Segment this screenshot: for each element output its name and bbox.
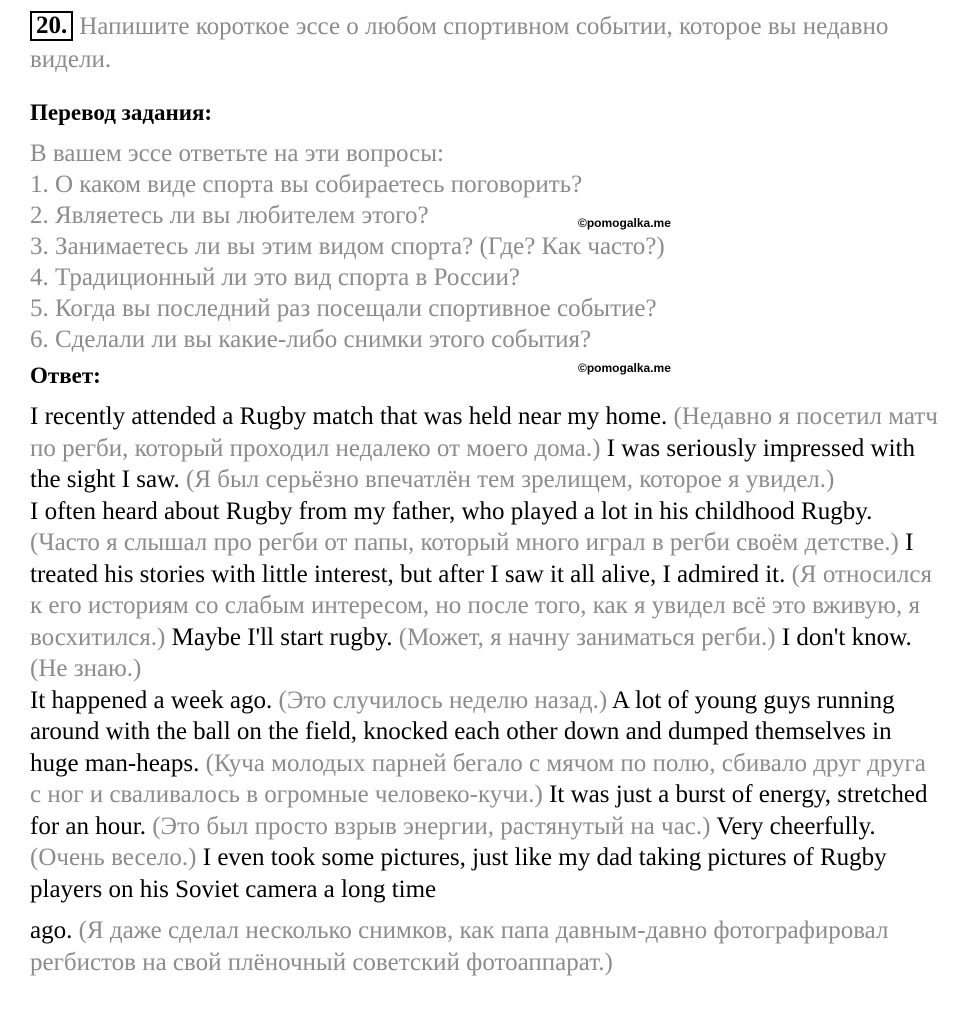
- question-text: 2. Являетесь ли вы любителем этого?: [30, 202, 429, 229]
- english-sentence: Very cheerfully.: [716, 812, 876, 840]
- russian-translation: (Может, я начну заниматься регби.): [398, 623, 776, 651]
- answer-paragraph: [30, 496, 942, 685]
- task-number: 20.: [30, 11, 73, 41]
- question-item: 1. О каком виде спорта вы собираетесь поговорить?: [30, 171, 583, 198]
- question-list: [30, 138, 942, 375]
- russian-translation: (Я даже сделал несколько снимков, как папа давным-давно фотографировал регбистов на свой плёночный советский фотоаппарат.): [30, 917, 889, 976]
- russian-translation: (Это случилось неделю назад.): [278, 686, 608, 714]
- russian-translation: (Недавно я посетил матч по регби, который проходил недалеко от моего дома.): [30, 403, 938, 462]
- english-sentence: It was just a burst of energy, stretched for an hour.: [30, 781, 928, 840]
- translation-heading: Перевод задания:: [30, 100, 213, 125]
- answer-heading: Ответ:: [30, 363, 101, 388]
- watermark: ©pomogalka.me: [578, 216, 671, 230]
- russian-translation: (Очень весело.): [30, 844, 197, 871]
- english-sentence: It happened a week ago.: [30, 686, 273, 714]
- watermark: ©pomogalka.me: [578, 361, 671, 375]
- task-text: Напишите короткое эссе о любом спортивном событии, которое вы недавно видели.: [30, 13, 889, 73]
- russian-translation: (Это был просто взрыв энергии, растянутый на час.): [152, 812, 711, 840]
- russian-translation: (Часто я слышал про регби от папы, который много играл в регби своём детстве.): [30, 529, 899, 556]
- english-sentence: A lot of young guys running around with the ball on the field, knocked each other down and dumped themselves in huge man-heaps.: [30, 686, 895, 777]
- question-item: 5. Когда вы последний раз посещали спортивное событие?: [30, 295, 657, 322]
- russian-translation: (Я относился к его историям со слабым интересом, но после того, как я увидел всё это вживую, я восхитился.): [30, 560, 932, 651]
- english-sentence: Maybe I'll start rugby.: [171, 623, 393, 651]
- answer-paragraph-final: [30, 915, 942, 978]
- answer-paragraph: [30, 401, 942, 496]
- question-item: 4. Традиционный ли это вид спорта в России?: [30, 264, 521, 291]
- question-item: 3. Занимаетесь ли вы этим видом спорта? (Где? Как часто?): [30, 233, 665, 260]
- question-item: [30, 200, 942, 231]
- english-sentence: I recently attended a Rugby match that was held near my home.: [30, 403, 668, 430]
- question-item: [30, 324, 942, 375]
- document-page: [30, 10, 942, 978]
- question-text: 6. Сделали ли вы какие-либо снимки этого события?: [30, 326, 592, 353]
- english-sentence: I even took some pictures, just like my dad taking pictures of Rugby players on his Soviet camera a long time: [30, 844, 887, 903]
- questions-intro: В вашем эссе ответьте на эти вопросы:: [30, 140, 444, 167]
- english-sentence: I treated his stories with little interest, but after I saw it all alive, I admired it.: [30, 529, 914, 588]
- english-sentence: ago.: [30, 917, 73, 944]
- answer-paragraph: [30, 685, 942, 906]
- russian-translation: (Не знаю.): [30, 655, 142, 682]
- russian-translation: (Куча молодых парней бегало с мячом по полю, сбивало друг друга с ног и сваливалось в огромные человеко-кучи.): [30, 749, 926, 808]
- english-sentence: I was seriously impressed with the sight I saw.: [30, 434, 915, 493]
- english-sentence: I don't know.: [781, 623, 912, 651]
- task-statement: [30, 10, 942, 76]
- english-sentence: I often heard about Rugby from my father, who played a lot in his childhood Rugby.: [30, 497, 873, 525]
- russian-translation: (Я был серьёзно впечатлён тем зрелищем, которое я увидел.): [186, 466, 835, 493]
